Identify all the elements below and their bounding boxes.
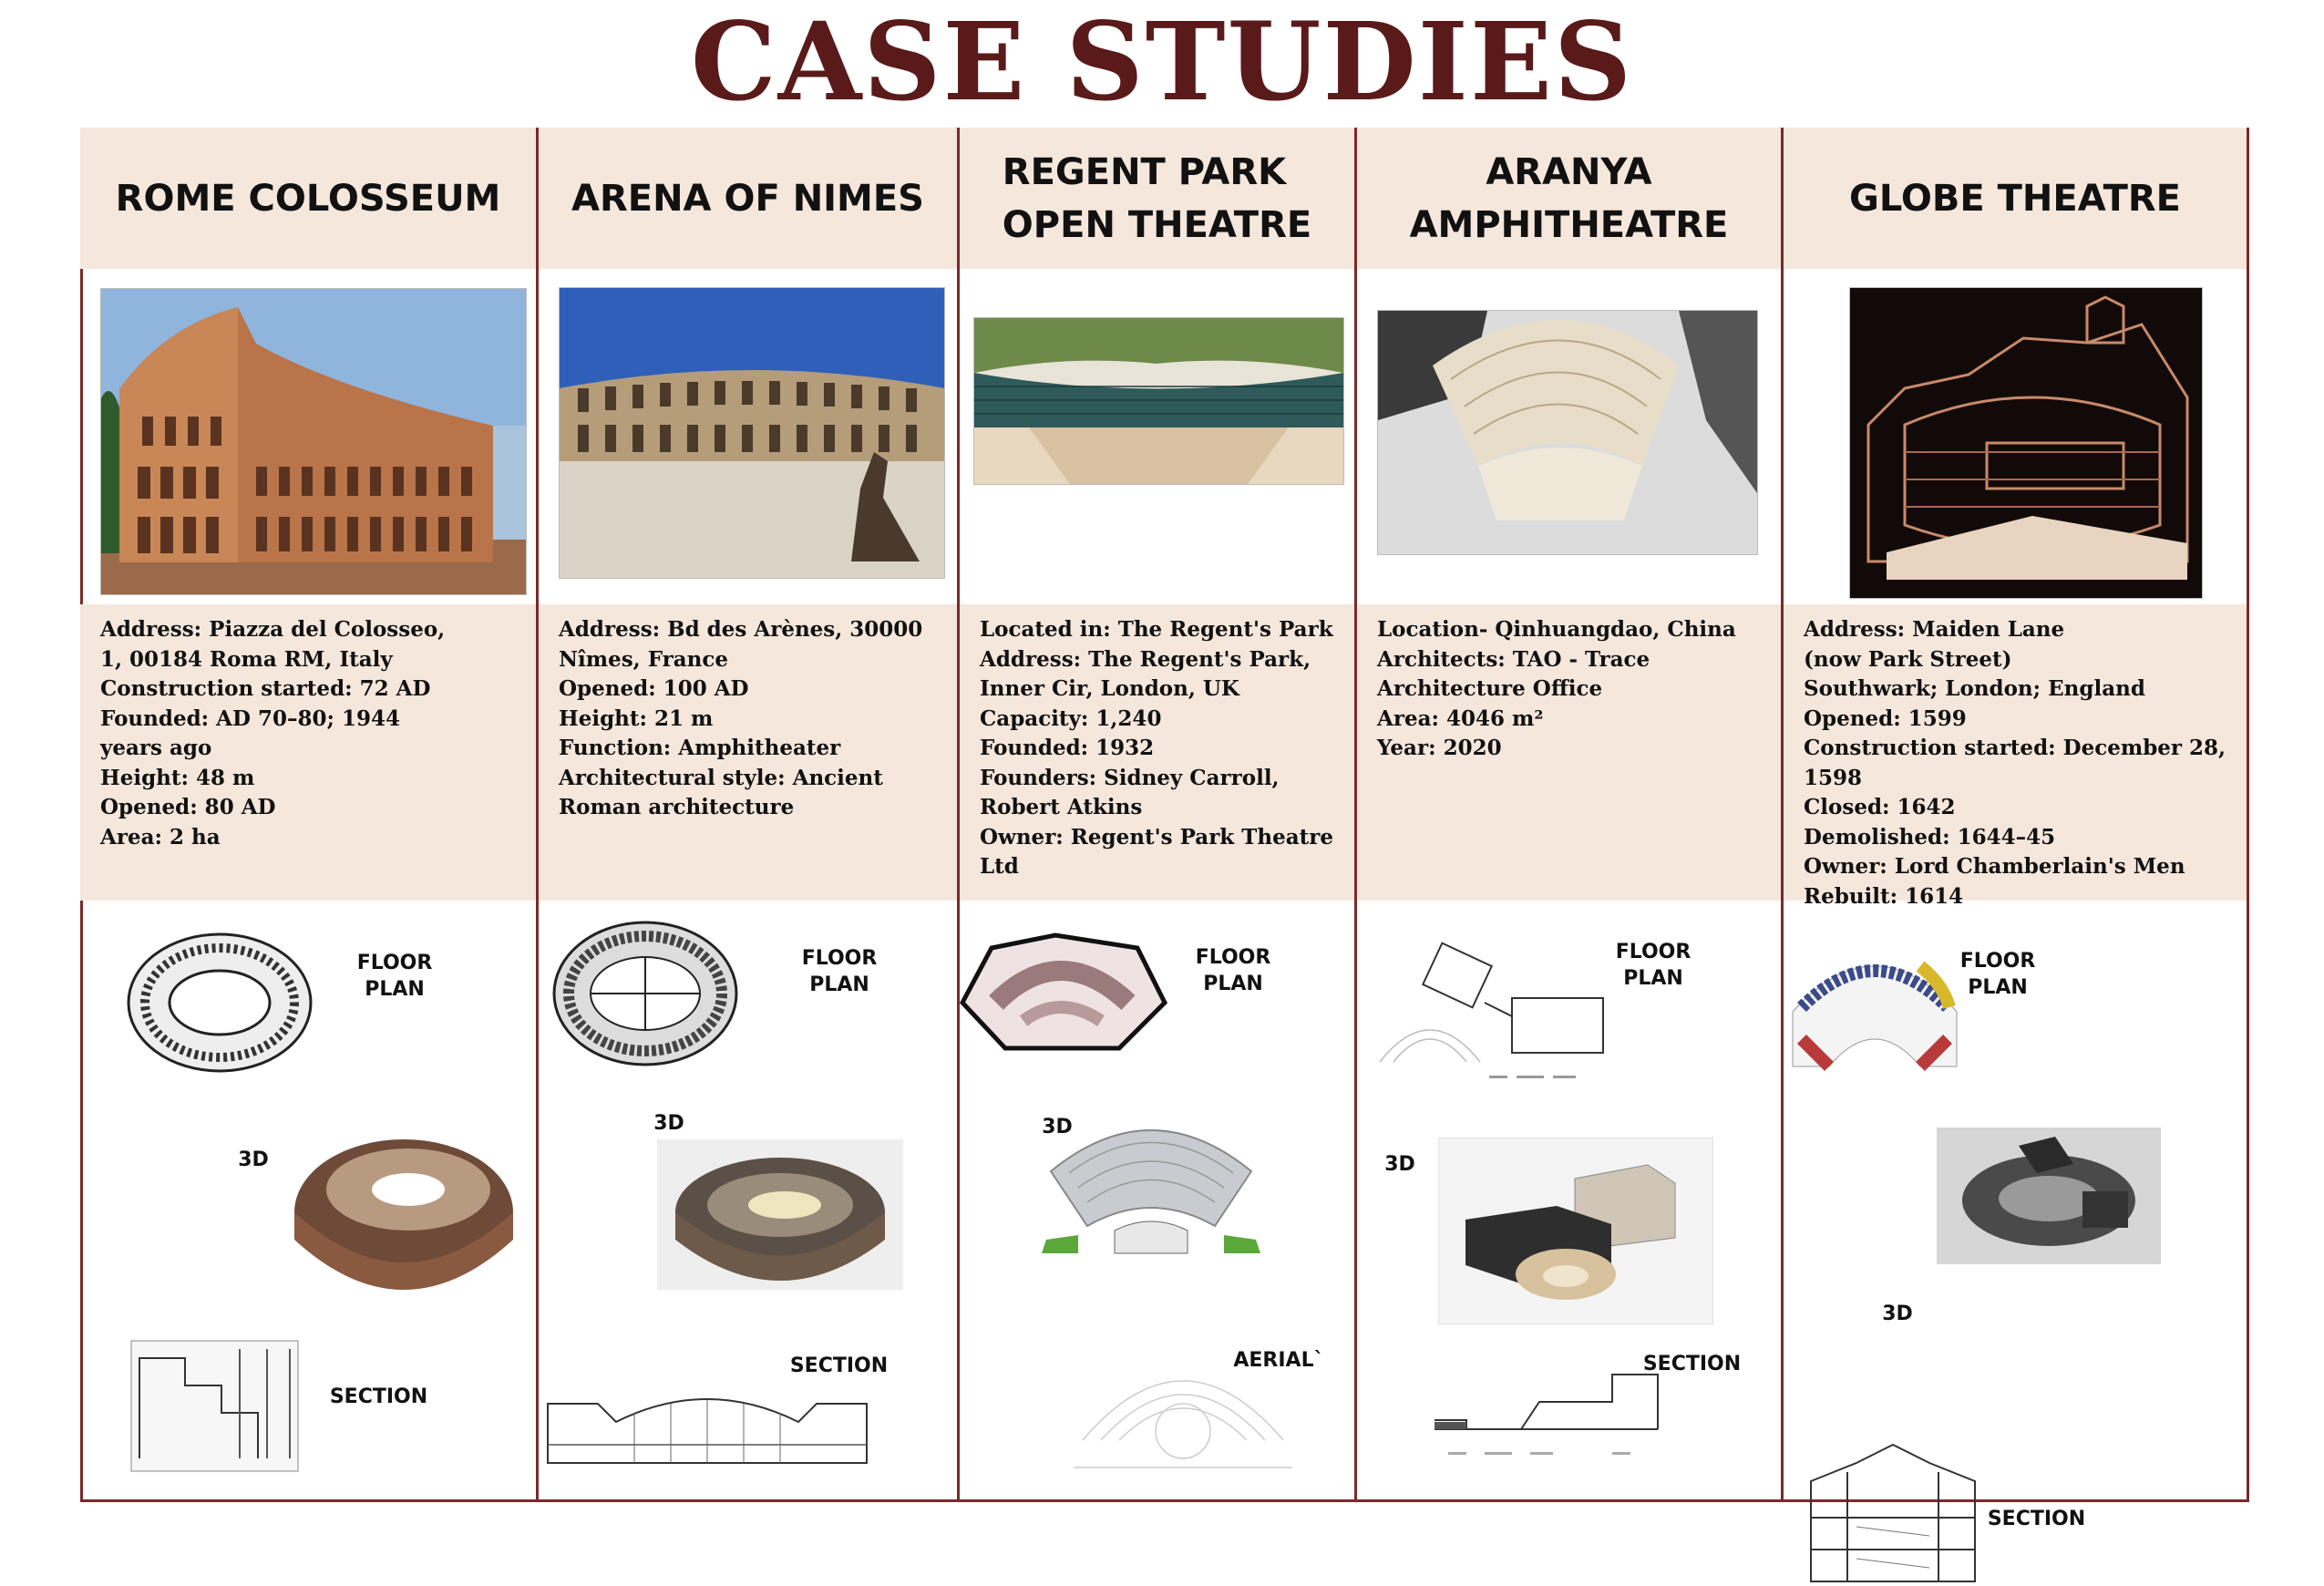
label-line: FLOOR [801,947,878,970]
arena-photo [559,287,945,579]
label-line: PLAN [1203,973,1263,995]
floor-plan-drawing [1375,934,1612,1089]
info-line: Area: 2 ha [100,824,221,850]
title-line: REGENT PARK [1002,150,1287,193]
floor-plan-label [340,950,449,1003]
column-header [1784,128,2247,269]
column-title: GLOBE THEATRE [1849,177,2181,220]
three-d-label: 3D [653,1112,684,1135]
section-drawing [130,1340,299,1472]
three-d-model [657,1139,903,1290]
info-line: Roman architecture [559,795,795,819]
info-line: Construction started: 72 AD [100,676,431,701]
section-label: SECTION [1987,1508,2086,1530]
column-globe-theatre [1781,128,2249,1530]
label-line: PLAN [1968,976,2028,999]
colosseum-photo [100,288,527,595]
regent-park-photo [973,317,1344,485]
info-line: Architects: TAO - Trace [1377,646,1650,672]
three-d-label: 3D [238,1148,269,1171]
column-header [1357,128,1781,269]
info-line: 1598 [1804,765,1863,790]
info-line: Rebuilt: 1614 [1804,883,1964,909]
info-line: years ago [100,736,212,760]
label-line: PLAN [1623,967,1683,990]
info-line: Owner: Regent's Park Theatre [980,824,1334,850]
label-line: FLOOR [1195,946,1271,969]
column-title: ARENA OF NIMES [571,177,924,220]
info-line: Address: The Regent's Park, [980,646,1311,672]
floor-plan-label [785,945,894,998]
floor-plan-drawing [955,930,1169,1057]
column-title [1410,146,1729,252]
info-line: Height: 48 m [100,765,255,790]
info-line: Inner Cir, London, UK [980,676,1239,701]
info-line: Founded: 1932 [980,736,1155,760]
info-panel [1784,604,2247,909]
section-label: SECTION [789,1354,889,1377]
globe-photo [1849,287,2203,599]
column-title: ROME COLOSSEUM [115,177,501,220]
floor-plan-label [1599,939,1708,992]
column-header [80,128,536,269]
floor-plan-label [1178,944,1288,997]
label-line: FLOOR [356,952,433,974]
section-drawing [543,1376,871,1468]
info-line: Located in: The Regent's Park [980,617,1333,642]
info-line: Address: Maiden Lane [1804,617,2065,642]
floor-plan-drawing [124,930,315,1076]
info-line: Height: 21 m [559,705,714,731]
title-line: OPEN THEATRE [1002,203,1312,246]
three-d-label: 3D [1384,1153,1415,1176]
info-line: Construction started: December 28, [1804,736,2226,760]
section-drawing [1430,1365,1667,1466]
three-d-model [1937,1128,2161,1264]
info-line: Opened: 1599 [1804,705,1967,731]
column-header [960,128,1354,269]
info-line: Architecture Office [1377,676,1603,701]
info-line: Year: 2020 [1377,736,1502,760]
info-line: Address: Piazza del Colosseo, [100,617,446,642]
three-d-model [1438,1138,1713,1324]
title-line: AMPHITHEATRE [1409,203,1729,246]
three-d-label: 3D [1882,1303,1913,1325]
info-line: Closed: 1642 [1804,795,1956,819]
column-rome-colosseum [80,128,536,1502]
section-label: SECTION [329,1385,428,1408]
info-line: Ltd [980,854,1019,879]
label-line: PLAN [365,978,425,1001]
info-line: Opened: 100 AD [559,676,749,701]
info-line: Demolished: 1644–45 [1804,824,2056,850]
aranya-photo [1377,310,1758,555]
info-line: Southwark; London; England [1804,676,2145,701]
floor-plan-drawing [1784,930,1961,1085]
floor-plan-drawing [552,919,739,1069]
column-aranya [1354,128,1781,1502]
info-line: Architectural style: Ancient [559,765,883,790]
info-line: Area: 4046 m² [1377,705,1544,731]
column-regent-park [957,128,1354,1502]
info-line: (now Park Street) [1804,646,2012,672]
title-line: ARANYA [1486,150,1652,193]
info-line: Robert Atkins [980,795,1143,819]
info-line: Address: Bd des Arènes, 30000 [559,617,923,642]
section-label: SECTION [1642,1353,1742,1375]
aerial-label: AERIAL` [1233,1349,1324,1372]
page-title: CASE STUDIES [690,0,1634,125]
info-panel [1357,604,1781,901]
label-line: FLOOR [1615,941,1692,963]
label-line: PLAN [809,973,869,996]
section-drawing [1802,1436,1984,1586]
info-line: Opened: 80 AD [100,795,276,819]
column-header [539,128,957,269]
info-line: Founders: Sidney Carroll, [980,765,1280,790]
three-d-label: 3D [1042,1116,1073,1138]
column-arena-of-nimes [536,128,957,1502]
info-line: Founded: AD 70–80; 1944 [100,705,400,731]
info-line: Nîmes, France [559,646,728,672]
info-line: 1, 00184 Roma RM, Italy [100,646,393,672]
info-panel [539,604,957,901]
info-line: Owner: Lord Chamberlain's Men [1804,854,2185,879]
info-line: Function: Amphitheater [559,736,841,760]
info-line: Location- Qinhuangdao, China [1377,617,1736,642]
info-panel [80,604,536,901]
floor-plan-label [1943,948,2052,1001]
three-d-model [1042,1107,1260,1272]
column-title [1003,146,1311,252]
info-panel [960,604,1354,901]
three-d-model [285,1103,522,1294]
label-line: FLOOR [1959,950,2036,973]
info-line: Capacity: 1,240 [980,705,1162,731]
